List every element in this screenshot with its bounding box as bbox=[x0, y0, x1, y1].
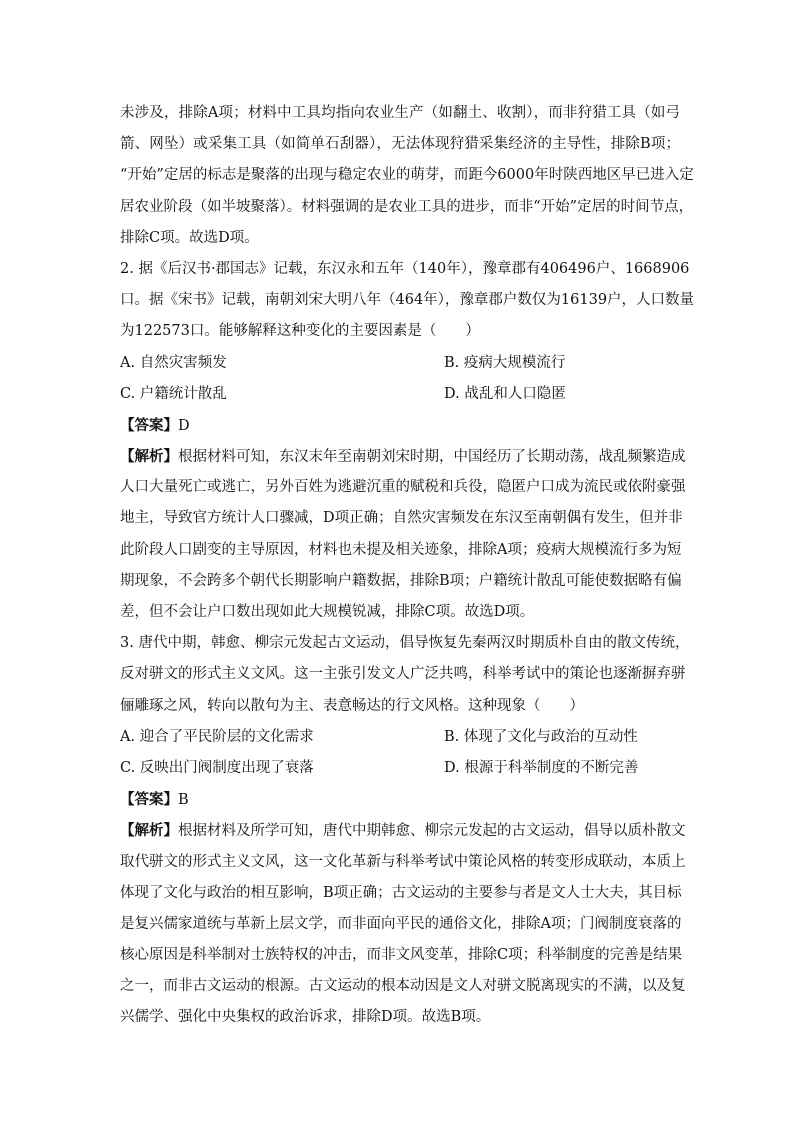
option-c: C. 户籍统计散乱 bbox=[120, 385, 227, 402]
analysis-line: 此阶段人口剧变的主导原因，材料也未提及相关迹象，排除A项；疫病大规模流行多为短 bbox=[120, 541, 682, 558]
analysis-tag: 【解析】 bbox=[120, 822, 178, 840]
answer-tag: 【答案】 bbox=[120, 791, 178, 809]
option-d: D. 根源于科举制度的不断完善 bbox=[444, 759, 639, 776]
answer-tag: 【答案】 bbox=[120, 416, 178, 434]
analysis-line: 兴儒学、强化中央集权的政治诉求，排除D项。故选B项。 bbox=[120, 1009, 491, 1026]
text-line: 箭、网坠）或采集工具（如简单石刮器），无法体现狩猎采集经济的主导性，排除B项； bbox=[120, 136, 680, 153]
analysis-line: 差，但不会让户口数出现如此大规模锐减，排除C项。故选D项。 bbox=[120, 604, 535, 620]
option-row bbox=[120, 379, 680, 410]
analysis-line bbox=[120, 815, 686, 846]
analysis-text: 根据材料可知，东汉末年至南朝刘宋时期，中国经历了长期动荡，战乱频繁造成 bbox=[178, 449, 686, 466]
text-line: 居农业阶段（如半坡聚落）。材料强调的是农业工具的进步，而非“开始”定居的时间节点， bbox=[120, 198, 694, 215]
answer-line bbox=[120, 784, 680, 815]
question-stem-line: 口。据《宋书》记载，南朝刘宋大明八年（464年），豫章郡户数仅为16139户，人口数量 bbox=[120, 292, 695, 309]
answer-value: D bbox=[178, 417, 190, 434]
analysis-line bbox=[120, 441, 686, 472]
question-stem-line: 2. 据《后汉书·郡国志》记载，东汉永和五年（140年），豫章郡有406496户、1668906 bbox=[120, 260, 690, 277]
option-b: B. 体现了文化与政治的互动性 bbox=[444, 728, 638, 745]
option-a: A. 自然灾害频发 bbox=[120, 354, 227, 371]
answer-value: B bbox=[178, 792, 189, 809]
question-stem-line: 为122573口。能够解释这种变化的主要因素是（ ） bbox=[120, 323, 480, 340]
analysis-line: 体现了文化与政治的相互影响，B项正确；古文运动的主要参与者是文人士大夫，其目标 bbox=[120, 884, 682, 901]
analysis-line: 期现象，不会跨多个朝代长期影响户籍数据，排除B项；户籍统计散乱可能使数据略有偏 bbox=[120, 572, 682, 589]
analysis-line: 人口大量死亡或逃亡，另外百姓为逃避沉重的赋税和兵役，隐匿户口成为流民或依附豪强 bbox=[120, 479, 686, 496]
question-stem-line: 3. 唐代中期，韩愈、柳宗元发起古文运动，倡导恢复先秦两汉时期质朴自由的散文传统， bbox=[120, 635, 690, 652]
text-line: 未涉及，排除A项；材料中工具均指向农业生产（如翻土、收割），而非狩猎工具（如弓 bbox=[120, 105, 680, 121]
option-b: B. 疫病大规模流行 bbox=[444, 354, 566, 371]
document-page bbox=[120, 98, 695, 1034]
question-stem-line: 反对骈文的形式主义文风。这一主张引发文人广泛共鸣，科举考试中的策论也逐渐摒弃骈 bbox=[120, 666, 686, 683]
option-a: A. 迎合了平民阶层的文化需求 bbox=[120, 728, 314, 745]
analysis-line: 取代骈文的形式主义文风，这一文化革新与科举考试中策论风格的转变形成联动，本质上 bbox=[120, 853, 686, 870]
answer-line bbox=[120, 410, 680, 441]
analysis-line: 之一，而非古文运动的根源。古文运动的根本动因是文人对骈文脱离现实的不满，以及复 bbox=[120, 978, 686, 995]
analysis-line: 是复兴儒家道统与革新上层文学，而非面向平民的通俗文化，排除A项；门阀制度衰落的 bbox=[120, 915, 682, 932]
text-line: 排除C项。故选D项。 bbox=[120, 229, 259, 246]
analysis-line: 核心原因是科举制对士族特权的冲击，而非文风变革，排除C项；科举制度的完善是结果 bbox=[120, 947, 683, 964]
analysis-line: 地主，导致官方统计人口骤减，D项正确；自然灾害频发在东汉至南朝偶有发生，但并非 bbox=[120, 510, 683, 527]
option-d: D. 战乱和人口隐匿 bbox=[444, 385, 566, 402]
option-row bbox=[120, 722, 680, 753]
text-line: “开始”定居的标志是聚落的出现与稳定农业的萌芽，而距今6000年时陕西地区早已进入定 bbox=[120, 167, 694, 184]
option-row bbox=[120, 348, 680, 379]
analysis-tag: 【解析】 bbox=[120, 448, 178, 466]
analysis-text: 根据材料及所学可知，唐代中期韩愈、柳宗元发起的古文运动，倡导以质朴散文 bbox=[178, 823, 686, 840]
option-c: C. 反映出门阀制度出现了衰落 bbox=[120, 759, 314, 776]
question-stem-line: 俪雕琢之风，转向以散句为主、表意畅达的行文风格。这种现象（ ） bbox=[120, 697, 584, 714]
option-row bbox=[120, 753, 680, 784]
